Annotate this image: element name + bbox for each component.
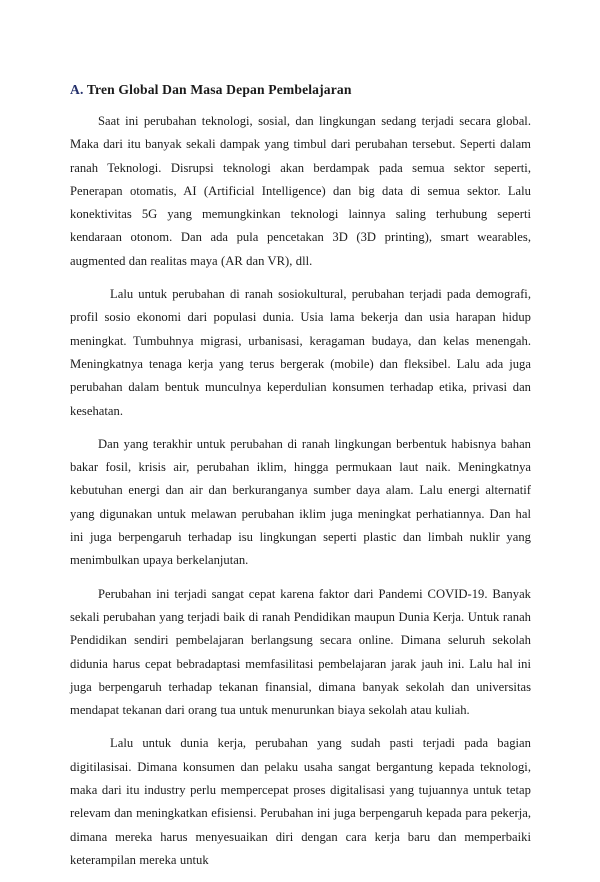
paragraph-3: Dan yang terakhir untuk perubahan di ranah lingkungan berbentuk habisnya bahan bakar fosil, krisis air, perubahan iklim, hingga permukaan laut naik. Meningkatnya kebutuhan energi dan air dan berkuranganya sumber daya alam. Lalu energi alternatif yang digunakan untuk melawan perubahan iklim juga meningkat perhatiannya. Dan hal ini juga berpengaruh terhadap isu lingkungan seperti plastic dan limbah nuklir yang menimbulkan upaya berkelanjutan. xyxy=(70,436,531,568)
paragraph-1: Saat ini perubahan teknologi, sosial, dan lingkungan sedang terjadi secara global. Maka dari itu banyak sekali dampak yang timbul dari perubahan tersebut. Seperti dalam ranah Teknologi. Disrupsi teknologi akan berdampak pada semua sektor seperti, Penerapan otomatis, AI (Artificial Intelligence) dan big data di semua sektor. Lalu konektivitas 5G yang memungkinkan teknologi lainnya saling terhubung seperti kendaraan otonom. Dan ada pula pencetakan 3D (3D printing), smart wearables, augmented dan realitas maya (AR dan VR), dll. xyxy=(70,113,531,268)
section-title-text: Tren Global Dan Masa Depan Pembelajaran xyxy=(86,82,352,97)
page-title xyxy=(70,82,531,99)
paragraph-4: Perubahan ini terjadi sangat cepat karena faktor dari Pandemi COVID-19. Banyak sekali perubahan yang terjadi baik di ranah Pendidikan maupun Dunia Kerja. Untuk ranah Pendidikan sendiri pembelajaran berlangsung secara online. Dimana seluruh sekolah didunia harus cepat bebradaptasi memfasilitasi pembelajaran jarak jauh ini. Lalu hal ini juga berpengaruh terhadap tekanan finansial, dimana banyak sekolah dan universitas mendapat tekanan dari orang tua untuk menurunkan biaya sekolah atau kuliah. xyxy=(70,586,531,718)
paragraph-2: Lalu untuk perubahan di ranah sosiokultural, perubahan terjadi pada demografi, profil sosio ekonomi dari populasi dunia. Usia lama bekerja dan usia harapan hidup meningkat. Tumbuhnya migrasi, urbanisasi, keragaman budaya, dan kelas menengah. Meningkatnya tenaga kerja yang terus bergerak (mobile) dan fleksibel. Lalu ada juga perubahan dalam bentuk munculnya keperdulian konsumen terhadap etika, privasi dan kesehatan. xyxy=(70,287,531,418)
document-body xyxy=(70,82,531,882)
paragraph-5: Lalu untuk dunia kerja, perubahan yang sudah pasti terjadi pada bagian digitilasisai. Dimana konsumen dan pelaku usaha sangat bergantung kepada teknologi, maka dari itu industry perlu mempercepat proses digitalisasi yang tujuannya untuk tetap relevam dan meningkatkan efisiensi. Perubahan ini juga berpengaruh kepada para pekerja, dimana mereka harus menyesuaikan diri dengan cara kerja baru dan memperbaiki keterampilan mereka untuk xyxy=(70,736,531,867)
section-letter: A. xyxy=(70,82,84,97)
